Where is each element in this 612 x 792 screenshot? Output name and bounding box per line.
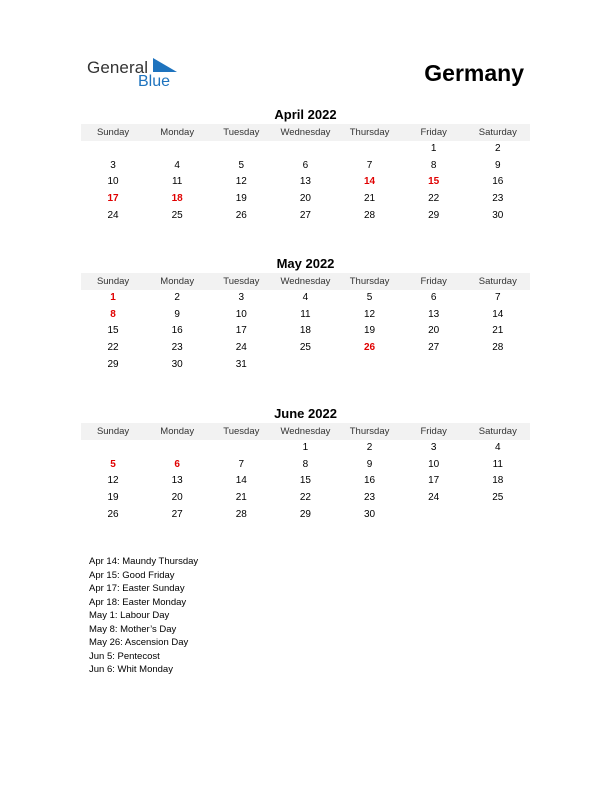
weekday-header: Saturday bbox=[466, 273, 530, 290]
holiday-day-cell: 15 bbox=[428, 176, 440, 188]
day-cell: 18 bbox=[299, 325, 311, 337]
day-cell: 23 bbox=[171, 342, 183, 354]
day-cell: 4 bbox=[495, 442, 501, 453]
day-cell: 18 bbox=[492, 475, 504, 487]
day-cell: 23 bbox=[492, 193, 504, 205]
holiday-day-cell: 6 bbox=[174, 458, 180, 470]
day-cell: 28 bbox=[235, 508, 247, 520]
day-cell: 3 bbox=[238, 292, 245, 303]
day-cell: 21 bbox=[492, 325, 504, 337]
day-cell: 3 bbox=[430, 442, 437, 453]
day-cell: 1 bbox=[302, 442, 309, 453]
empty-cell bbox=[338, 141, 402, 158]
day-cell: 4 bbox=[174, 159, 180, 171]
holiday-list-item: Jun 6: Whit Monday bbox=[89, 664, 173, 675]
day-cell: 5 bbox=[366, 292, 373, 303]
day-cell: 7 bbox=[238, 458, 245, 470]
day-cell: 11 bbox=[300, 308, 311, 320]
day-cell: 9 bbox=[366, 458, 373, 470]
weekday-header: Saturday bbox=[466, 124, 530, 141]
calendar-grid bbox=[81, 422, 530, 523]
holiday-list-item: May 8: Mother’s Day bbox=[89, 623, 177, 635]
holiday-list-item: Apr 14: Maundy Thursday bbox=[89, 556, 199, 567]
calendar-grid bbox=[81, 272, 530, 373]
empty-cell bbox=[81, 141, 145, 158]
weekday-header: Sunday bbox=[81, 124, 145, 141]
weekday-header: Thursday bbox=[338, 273, 402, 290]
day-cell: 7 bbox=[366, 159, 373, 171]
day-cell: 6 bbox=[430, 292, 437, 303]
day-cell: 10 bbox=[235, 308, 247, 320]
holiday-day-cell: 26 bbox=[364, 342, 376, 354]
day-cell: 10 bbox=[107, 176, 119, 188]
month-title: May 2022 bbox=[276, 256, 335, 271]
day-cell: 27 bbox=[171, 508, 183, 520]
day-cell: 16 bbox=[364, 475, 376, 487]
month-april bbox=[81, 107, 530, 224]
day-cell: 16 bbox=[492, 176, 504, 188]
holiday-list-item: Apr 17: Easter Sunday bbox=[89, 583, 185, 594]
day-cell: 8 bbox=[302, 458, 309, 470]
day-cell: 8 bbox=[430, 159, 437, 171]
holiday-list-item: May 26: Ascension Day bbox=[89, 637, 189, 648]
day-cell: 27 bbox=[428, 342, 440, 354]
empty-cell bbox=[81, 440, 145, 457]
weekday-header: Wednesday bbox=[273, 273, 337, 290]
holiday-day-cell: 14 bbox=[364, 176, 376, 188]
month-title: June 2022 bbox=[274, 406, 337, 421]
empty-cell bbox=[209, 141, 273, 158]
holiday-day-cell: 1 bbox=[110, 292, 116, 303]
day-cell: 21 bbox=[364, 193, 376, 205]
day-cell: 29 bbox=[428, 209, 440, 221]
day-cell: 1 bbox=[430, 143, 437, 154]
day-cell: 2 bbox=[495, 143, 501, 154]
day-cell: 2 bbox=[174, 292, 180, 303]
month-title: April 2022 bbox=[274, 107, 337, 122]
day-cell: 29 bbox=[107, 358, 119, 370]
day-cell: 31 bbox=[235, 358, 247, 370]
weekday-header: Tuesday bbox=[209, 124, 273, 141]
day-cell: 28 bbox=[364, 209, 376, 221]
day-cell: 20 bbox=[428, 325, 440, 337]
weekday-header: Wednesday bbox=[273, 423, 337, 440]
day-cell: 22 bbox=[428, 193, 440, 205]
day-cell: 22 bbox=[107, 342, 119, 354]
weekday-header: Friday bbox=[402, 423, 466, 440]
holiday-day-cell: 5 bbox=[110, 458, 116, 470]
day-cell: 24 bbox=[235, 342, 247, 354]
day-cell: 13 bbox=[171, 475, 183, 487]
day-cell: 24 bbox=[428, 492, 440, 504]
day-cell: 13 bbox=[428, 308, 440, 320]
day-cell: 29 bbox=[299, 508, 311, 520]
weekday-header: Monday bbox=[145, 273, 209, 290]
day-cell: 15 bbox=[299, 475, 311, 487]
weekday-header: Thursday bbox=[338, 423, 402, 440]
empty-cell bbox=[145, 141, 209, 158]
day-cell: 21 bbox=[235, 492, 247, 504]
logo-text-general: General bbox=[87, 58, 149, 77]
country-title: Germany bbox=[424, 60, 524, 86]
day-cell: 30 bbox=[171, 358, 183, 370]
day-cell: 3 bbox=[110, 159, 116, 171]
day-cell: 11 bbox=[171, 176, 183, 188]
empty-cell bbox=[145, 440, 209, 457]
holiday-list-item: Jun 5: Pentecost bbox=[89, 650, 160, 662]
day-cell: 28 bbox=[492, 342, 504, 354]
holiday-day-cell: 17 bbox=[107, 193, 119, 205]
day-cell: 19 bbox=[364, 325, 376, 337]
weekday-header: Tuesday bbox=[209, 273, 273, 290]
day-cell: 19 bbox=[235, 193, 247, 205]
calendar-grid bbox=[81, 123, 530, 224]
day-cell: 19 bbox=[107, 492, 119, 504]
day-cell: 6 bbox=[302, 159, 309, 171]
day-cell: 17 bbox=[235, 325, 247, 337]
holiday-list-item: May 1: Labour Day bbox=[89, 610, 170, 621]
weekday-header: Sunday bbox=[81, 423, 145, 440]
holiday-list-item: Apr 18: Easter Monday bbox=[89, 596, 187, 608]
day-cell: 25 bbox=[171, 209, 183, 221]
day-cell: 5 bbox=[238, 159, 245, 171]
day-cell: 12 bbox=[364, 308, 376, 320]
day-cell: 15 bbox=[107, 325, 119, 337]
day-cell: 10 bbox=[428, 458, 440, 470]
empty-cell bbox=[273, 141, 337, 158]
weekday-header: Tuesday bbox=[209, 423, 273, 440]
logo-flag-icon bbox=[153, 58, 177, 72]
weekday-header: Saturday bbox=[466, 423, 530, 440]
day-cell: 24 bbox=[107, 209, 119, 221]
day-cell: 12 bbox=[107, 475, 119, 487]
day-cell: 4 bbox=[302, 292, 309, 303]
day-cell: 25 bbox=[492, 492, 504, 504]
logo bbox=[87, 56, 197, 92]
day-cell: 23 bbox=[364, 492, 376, 504]
weekday-header: Sunday bbox=[81, 273, 145, 290]
weekday-header: Monday bbox=[145, 124, 209, 141]
day-cell: 16 bbox=[171, 325, 183, 337]
holiday-list-item: Apr 15: Good Friday bbox=[89, 569, 175, 581]
day-cell: 20 bbox=[299, 193, 311, 205]
logo-text-blue: Blue bbox=[138, 73, 171, 90]
month-june bbox=[81, 406, 530, 523]
empty-cell bbox=[209, 440, 273, 457]
day-cell: 14 bbox=[492, 308, 504, 320]
day-cell: 9 bbox=[495, 159, 501, 171]
day-cell: 30 bbox=[492, 209, 504, 221]
day-cell: 30 bbox=[364, 508, 376, 520]
day-cell: 17 bbox=[428, 475, 440, 487]
weekday-header: Wednesday bbox=[273, 124, 337, 141]
day-cell: 9 bbox=[174, 308, 180, 320]
month-may bbox=[81, 256, 530, 373]
day-cell: 14 bbox=[235, 475, 247, 487]
weekday-header: Monday bbox=[145, 423, 209, 440]
day-cell: 27 bbox=[299, 209, 311, 221]
holiday-day-cell: 18 bbox=[171, 193, 183, 205]
day-cell: 22 bbox=[299, 492, 311, 504]
day-cell: 26 bbox=[107, 508, 119, 520]
day-cell: 7 bbox=[495, 292, 501, 303]
day-cell: 12 bbox=[235, 176, 247, 188]
day-cell: 25 bbox=[299, 342, 311, 354]
day-cell: 11 bbox=[492, 458, 503, 470]
day-cell: 26 bbox=[235, 209, 247, 221]
day-cell: 2 bbox=[366, 442, 373, 453]
weekday-header: Friday bbox=[402, 273, 466, 290]
holiday-day-cell: 8 bbox=[110, 308, 116, 320]
day-cell: 13 bbox=[299, 176, 311, 188]
day-cell: 20 bbox=[171, 492, 183, 504]
weekday-header: Thursday bbox=[338, 124, 402, 141]
holiday-list bbox=[89, 555, 198, 677]
weekday-header: Friday bbox=[402, 124, 466, 141]
